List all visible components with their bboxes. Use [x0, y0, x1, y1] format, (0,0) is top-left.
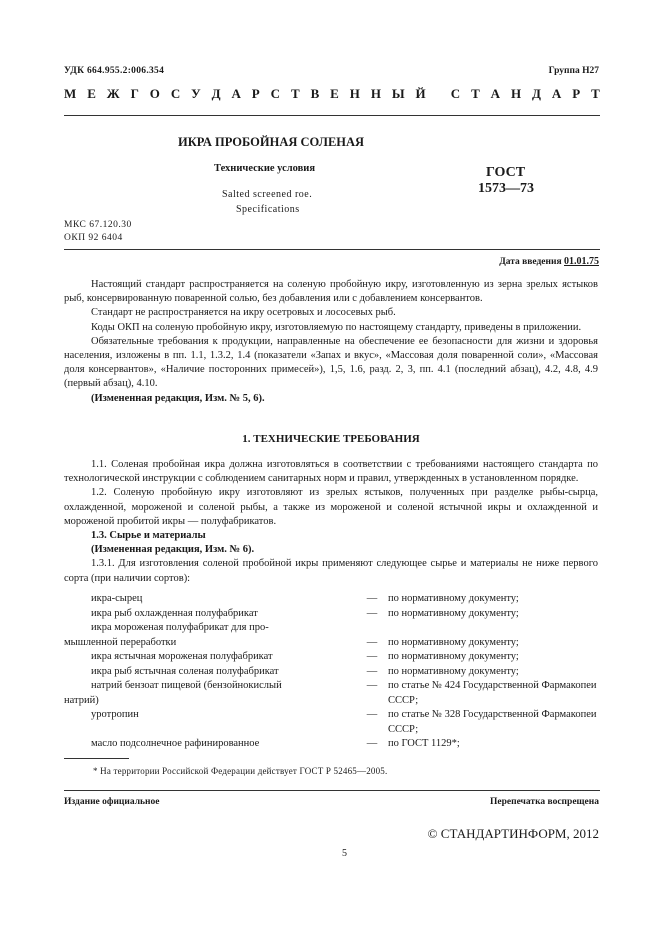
material-name: уротропин	[91, 709, 139, 720]
introduction-date-label: Дата введения	[499, 257, 562, 267]
gost-number: 1573—73	[478, 181, 534, 196]
material-value: по статье № 328 Государственной Фармакопеи СССР;	[388, 709, 597, 735]
footnote: * На территории Российской Федерации действует ГОСТ Р 52465—2005.	[93, 766, 388, 776]
material-name-line-1: натрий бензоат пищевой (бензойнокислый	[91, 680, 282, 691]
top-divider	[64, 115, 600, 116]
material-value: по нормативному документу;	[388, 651, 519, 662]
banner-letter: А	[231, 86, 241, 101]
banner-letter: С	[170, 86, 181, 101]
document-title: ИКРА ПРОБОЙНАЯ СОЛЕНАЯ	[178, 135, 365, 149]
intro-paragraph-3: Коды ОКП на соленую пробойную икру, изготовляемую по настоящему стандарту, приведены в приложении.	[91, 321, 582, 333]
english-subtitle: Specifications	[236, 204, 300, 215]
material-dash: —	[366, 593, 378, 604]
copyright: © СТАНДАРТИНФОРМ, 2012	[427, 826, 599, 841]
banner-letter: Т	[591, 86, 600, 101]
footnote-divider	[64, 758, 129, 759]
material-value: по нормативному документу;	[388, 636, 519, 648]
material-name: масло подсолнечное рафинированное	[91, 738, 260, 749]
banner-letter: Ы	[391, 86, 405, 101]
material-dash: —	[366, 665, 378, 677]
material-row	[64, 650, 600, 665]
material-dash: —	[366, 651, 378, 662]
banner-letter: Д	[532, 86, 541, 101]
intro-paragraph-2: Стандарт не распространяется на икру осетровых и лососевых рыб.	[91, 307, 396, 319]
intro-amendment: (Измененная редакция, Изм. № 5, 6).	[91, 392, 265, 404]
material-name	[64, 679, 350, 708]
material-row	[64, 737, 600, 752]
okp-code: ОКП 92 6404	[64, 233, 123, 243]
material-row	[64, 708, 600, 737]
material-value: по статье № 424 Государственной Фармакопеи СССР;	[388, 680, 597, 706]
material-row	[64, 592, 600, 607]
banner-letter: Д	[211, 86, 221, 101]
intro-section	[64, 278, 598, 406]
material-dash: —	[366, 680, 378, 691]
material-name: икра-сырец	[91, 593, 143, 604]
clause-1-1: 1.1. Соленая пробойная икра должна изготовляться в соответствии с требованиями настоящего стандарта по технологической инструкции с соблюдением санитарных норм и правил, утвержденных в установленном порядке.	[64, 459, 598, 485]
banner-letter: Р	[572, 86, 581, 101]
material-name-line-2: мышленной переработки	[64, 636, 177, 648]
material-name: икра рыб ястычная соленая полуфабрикат	[91, 665, 279, 677]
udk-code: УДК 664.955.2:006.354	[64, 66, 165, 76]
english-title: Salted screened roe.	[222, 189, 313, 200]
material-dash: —	[366, 636, 378, 648]
banner-letter: Й	[415, 86, 426, 101]
document-subtitle: Технические условия	[214, 163, 316, 174]
material-value: по нормативному документу;	[388, 607, 519, 619]
material-name-line-1: икра мороженая полуфабрикат для про-	[91, 622, 269, 633]
materials-list	[64, 592, 600, 752]
clause-1-3: 1.3. Сырье и материалы	[91, 530, 206, 542]
banner-letter: М	[64, 86, 77, 101]
material-name: икра рыб охлажденная полуфабрикат	[91, 607, 258, 619]
banner-letter: Н	[370, 86, 381, 101]
material-row	[64, 607, 600, 622]
group-code: Группа Н27	[548, 66, 599, 76]
official-edition-label: Издание официальное	[64, 797, 160, 807]
interstate-standard-banner	[64, 86, 600, 102]
banner-letter: Ж	[106, 86, 120, 101]
banner-letter: А	[551, 86, 562, 101]
material-dash: —	[366, 709, 378, 720]
banner-letter: Т	[290, 86, 300, 101]
material-name: икра ястычная мороженая полуфабрикат	[91, 651, 273, 662]
banner-letter: С	[270, 86, 281, 101]
banner-letter: Р	[251, 86, 260, 101]
clause-1-3-1: 1.3.1. Для изготовления соленой пробойной икры применяют следующее сырье и материалы не ниже первого сорта (при наличии сортов):	[64, 558, 598, 584]
banner-letter: Е	[330, 86, 339, 101]
material-value: по нормативному документу;	[388, 593, 519, 604]
material-value: по ГОСТ 1129*;	[388, 738, 460, 749]
banner-letter: У	[191, 86, 201, 101]
material-row	[64, 621, 600, 650]
banner-letter: Г	[130, 86, 139, 101]
banner-letter: О	[149, 86, 160, 101]
material-row	[64, 665, 600, 680]
gost-label: ГОСТ	[486, 165, 526, 180]
footer-divider	[64, 790, 600, 791]
mks-code: МКС 67.120.30	[64, 220, 132, 230]
clause-1-2: 1.2. Соленую пробойную икру изготовляют из зрелых ястыков, полученных при разделке рыбы-сырца, охлажденной, мороженой и соленой рыбы, а также из мороженой и соленой ястычной икры и охлажденной и мороженой пробитой икры — полуфабрикатов.	[64, 487, 598, 527]
banner-letter: Н	[349, 86, 360, 101]
banner-letter: С	[450, 86, 461, 101]
material-value: по нормативному документу;	[388, 665, 519, 677]
page-number: 5	[342, 848, 347, 859]
material-dash: —	[366, 738, 378, 749]
section-1-body	[64, 458, 598, 586]
introduction-date-value: 01.01.75	[564, 256, 599, 267]
material-name	[64, 621, 350, 650]
banner-letter: Е	[87, 86, 96, 101]
introduction-date	[499, 256, 599, 267]
intro-paragraph-4: Обязательные требования к продукции, направленные на обеспечение ее безопасности для жизни и здоровья населения, изложены в пп. 1.1, 1.3.2, 1.4 (показатели «Запах и вкус», «Массовая доля поваренной соли», «Массовая доля консервантов», «Наличие посторонних примесей»), 1,5, 1.6, разд. 2, 3, пп. 4.1 (последний абзац), 4.2, 4.8, 4.9 (первый абзац), 4.10.	[64, 335, 598, 390]
banner-letter: А	[490, 86, 501, 101]
section-1-heading: 1. ТЕХНИЧЕСКИЕ ТРЕБОВАНИЯ	[242, 433, 420, 445]
banner-letter	[437, 86, 440, 102]
banner-letter: Т	[471, 86, 480, 101]
material-name-line-2: натрий)	[64, 694, 99, 706]
reprint-prohibited-label: Перепечатка воспрещена	[489, 797, 599, 807]
banner-letter: В	[310, 86, 320, 101]
clause-1-3-amendment: (Измененная редакция, Изм. № 6).	[91, 544, 255, 556]
header-divider	[64, 249, 600, 250]
material-row	[64, 679, 600, 708]
intro-paragraph-1: Настоящий стандарт распространяется на соленую пробойную икру, изготовленную из зерна зрелых ястыков рыб, консервированную поваренной солью, без добавления или с добавлением консервантов.	[64, 279, 598, 305]
material-dash: —	[366, 607, 378, 619]
banner-letter: Н	[510, 86, 522, 101]
